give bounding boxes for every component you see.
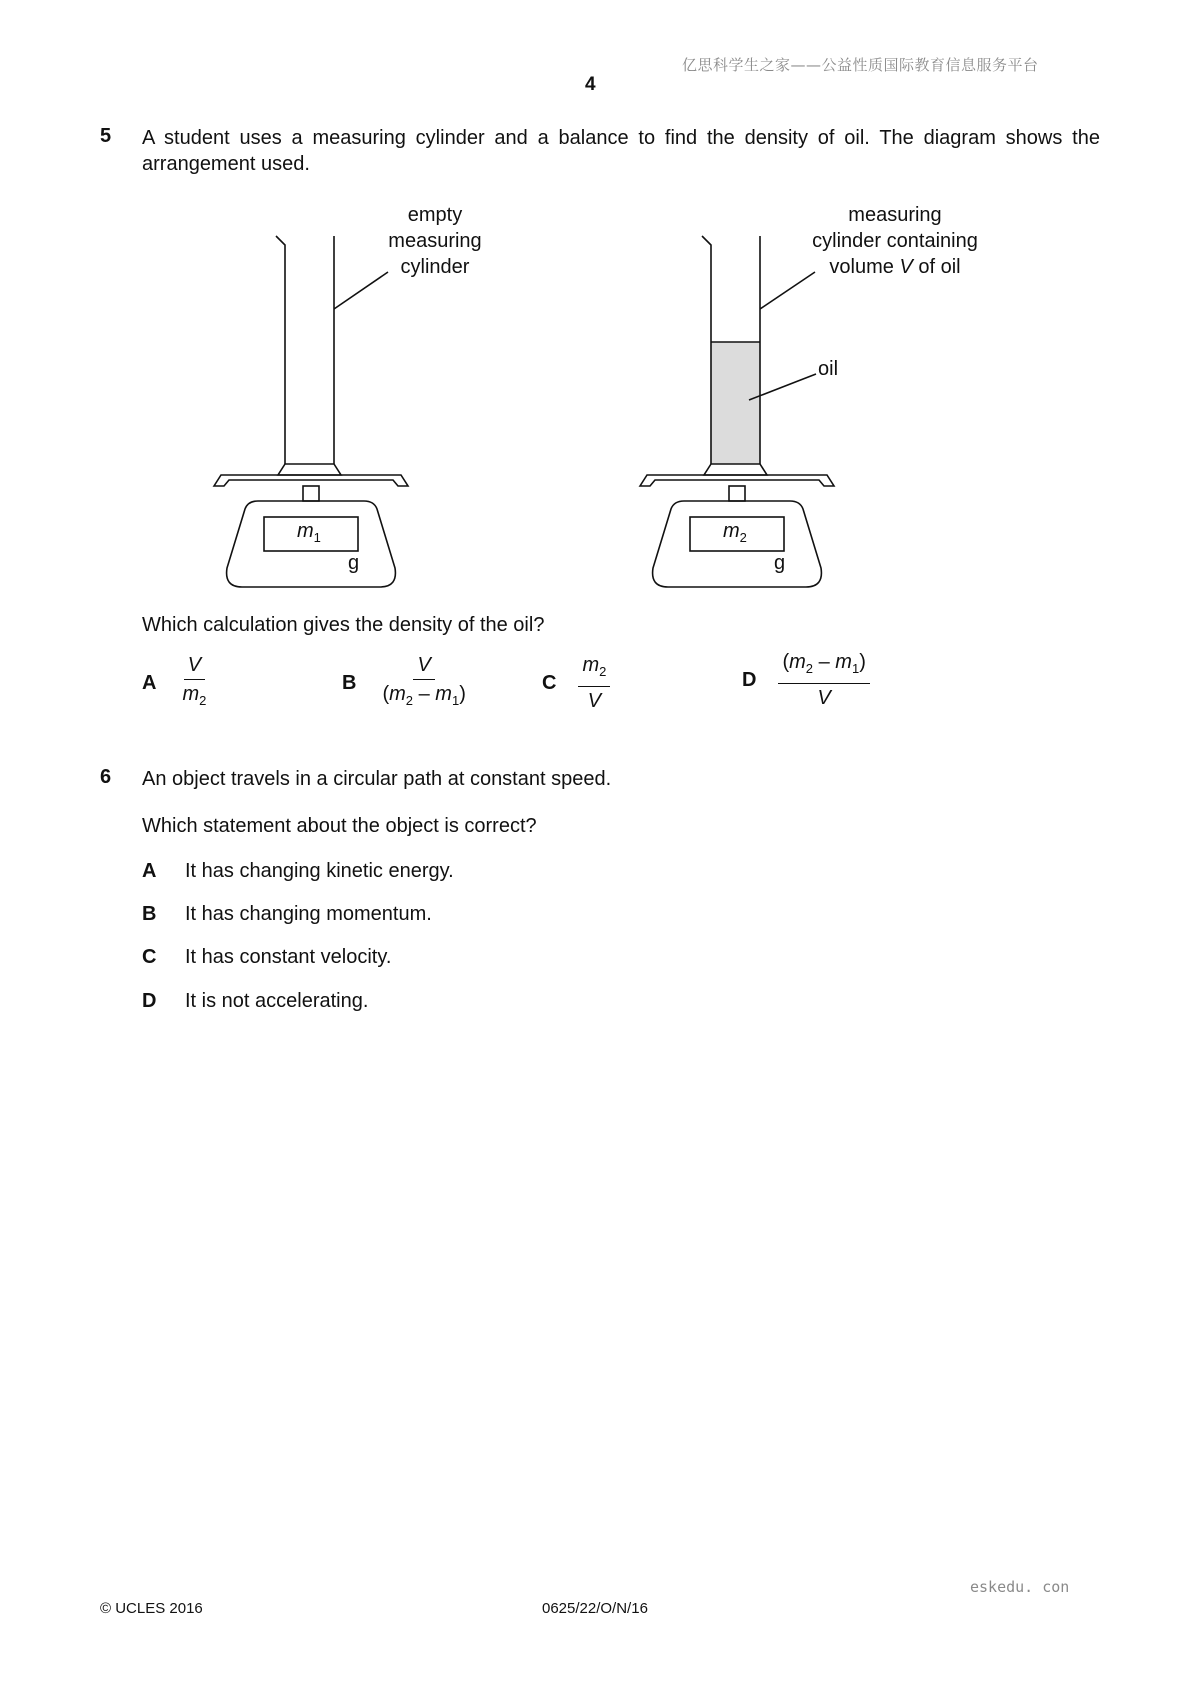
apparatus-diagram bbox=[0, 0, 1190, 620]
q6-option-a[interactable]: A It has changing kinetic energy. bbox=[142, 860, 454, 882]
left-cylinder-base bbox=[278, 464, 341, 475]
option-a[interactable]: A $\frac{V}{m_2}$ bbox=[142, 653, 210, 713]
left-cylinder bbox=[276, 236, 334, 464]
question-6-prompt: Which statement about the object is correct? bbox=[142, 815, 537, 837]
question-6-text: An object travels in a circular path at constant speed. bbox=[142, 768, 612, 790]
option-d-fraction: $\frac{(m_2 - m_1)}{V}$ bbox=[778, 650, 869, 710]
label-empty-cylinder: empty measuring cylinder bbox=[388, 204, 482, 278]
right-balance-stem bbox=[729, 486, 745, 501]
option-b[interactable]: B $\frac{V}{(m_2 - m_1)}$ bbox=[342, 653, 470, 713]
header-watermark: 亿思科学生之家——公益性质国际教育信息服务平台 bbox=[682, 56, 1039, 74]
question-6-number: 6 bbox=[100, 766, 112, 788]
option-d[interactable]: D $\frac{(m_2 - m_1)}{V}$ bbox=[742, 650, 870, 710]
option-c[interactable]: C $\frac{m_2}{V}$ bbox=[542, 653, 610, 713]
q6-option-b[interactable]: B It has changing momentum. bbox=[142, 903, 432, 925]
left-balance-pan bbox=[214, 475, 408, 486]
question-5-number: 5 bbox=[100, 125, 112, 147]
footer-paper-code: 0625/22/O/N/16 bbox=[542, 1600, 648, 1617]
right-balance-pan bbox=[640, 475, 834, 486]
footer-watermark: eskedu. con bbox=[970, 1578, 1070, 1596]
question-5-prompt: Which calculation gives the density of the oil? bbox=[142, 614, 545, 636]
question-5-text: A student uses a measuring cylinder and a balance to find the density of oil. The diagram shows the arrangement used. bbox=[142, 127, 1100, 175]
q6-option-c[interactable]: C It has constant velocity. bbox=[142, 946, 392, 968]
left-unit-g: g bbox=[348, 552, 360, 574]
right-cylinder-base bbox=[704, 464, 767, 475]
q6-option-d[interactable]: D It is not accelerating. bbox=[142, 990, 369, 1012]
label-cylinder-with-oil: measuring cylinder containing volume V of oil bbox=[812, 204, 978, 278]
right-reading-m2: $m_2$ bbox=[723, 520, 747, 545]
page-number: 4 bbox=[585, 74, 596, 95]
label-oil: oil bbox=[818, 358, 839, 380]
right-unit-g: g bbox=[774, 552, 786, 574]
option-a-fraction: $\frac{V}{m_2}$ bbox=[182, 654, 207, 708]
option-c-fraction: $\frac{m_2}{V}$ bbox=[578, 653, 610, 713]
footer-copyright: © UCLES 2016 bbox=[100, 1600, 203, 1617]
left-reading-m1: $m_1$ bbox=[297, 520, 321, 545]
left-balance-stem bbox=[303, 486, 319, 501]
option-b-fraction: $\frac{V}{(m_2 - m_1)}$ bbox=[382, 654, 466, 708]
oil-fill bbox=[711, 342, 760, 464]
